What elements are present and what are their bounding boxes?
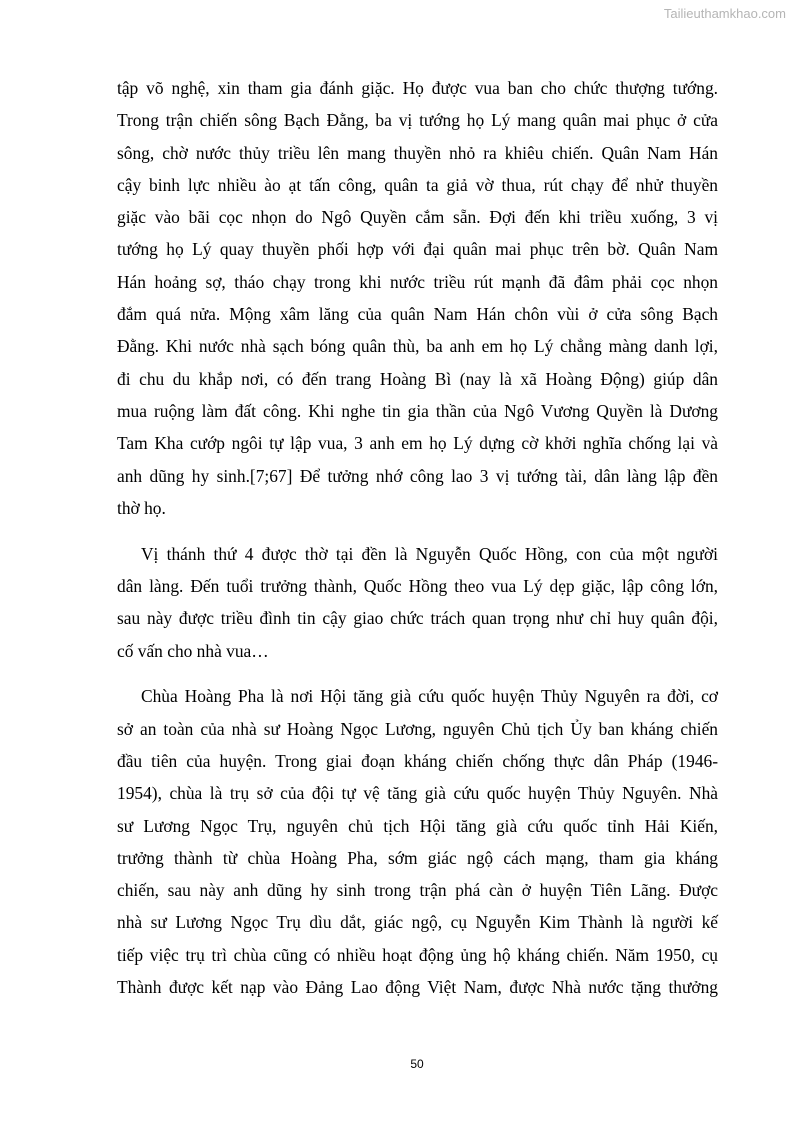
- text-line: tập võ nghệ, xin tham gia đánh giặc. Họ được vua ban cho chức thượng tướng.: [117, 78, 718, 98]
- text-line: Chùa Hoàng Pha là nơi Hội tăng già cứu quốc huyện Thủy Nguyên ra đời, cơ: [141, 686, 718, 707]
- text-line: anh dũng hy sinh.[7;67] Để tưởng nhớ công lao 3 vị tướng tài, dân làng lập đền: [117, 465, 718, 486]
- text-line: 1954), chùa là trụ sở của đội tự vệ tăng già cứu quốc huyện Thủy Nguyên. Nhà: [117, 783, 718, 804]
- text-line: sở an toàn của nhà sư Hoàng Ngọc Lương, nguyên Chủ tịch Ủy ban kháng chiến: [117, 718, 718, 739]
- text-line: Hán hoảng sợ, tháo chạy trong khi nước triều rút mạnh đã đâm phải cọc nhọn: [117, 271, 718, 292]
- text-line: đầu tiên của huyện. Trong giai đoạn kháng chiến chống thực dân Pháp (1946-: [117, 750, 718, 771]
- watermark: Tailieuthamkhao.com: [663, 6, 786, 21]
- text-line: đi chu du khắp nơi, có đến trang Hoàng Bì (nay là xã Hoàng Động) giúp dân: [117, 368, 718, 389]
- text-line: mua ruộng làm đất công. Khi nghe tin gia thần của Ngô Vương Quyền là Dương: [117, 400, 718, 421]
- text-line: giặc vào bãi cọc nhọn do Ngô Quyền cắm sẵn. Đợi đến khi triều xuống, 3 vị: [117, 207, 718, 228]
- text-line: dân làng. Đến tuổi trưởng thành, Quốc Hồng theo vua Lý dẹp giặc, lập công lớn,: [117, 575, 718, 596]
- text-line: Vị thánh thứ 4 được thờ tại đền là Nguyễn Quốc Hồng, con của một người: [141, 543, 718, 564]
- text-line: Thành được kết nạp vào Đảng Lao động Việt Nam, được Nhà nước tặng thưởng: [117, 977, 718, 998]
- text-line: chiến, sau này anh dũng hy sinh trong trận phá càn ở huyện Tiên Lãng. Được: [117, 880, 718, 901]
- text-line: sông, chờ nước thủy triều lên mang thuyền nhỏ ra khiêu chiến. Quân Nam Hán: [117, 142, 718, 163]
- text-line: Đằng. Khi nước nhà sạch bóng quân thù, ba anh em họ Lý chẳng màng danh lợi,: [117, 336, 718, 357]
- text-line: trưởng thành từ chùa Hoàng Pha, sớm giác ngộ cách mạng, tham gia kháng: [117, 847, 718, 868]
- paragraph: [117, 538, 718, 667]
- text-line: tướng họ Lý quay thuyền phối hợp với đại quân mai phục trên bờ. Quân Nam: [117, 239, 718, 260]
- document-body: [117, 72, 718, 1017]
- text-line: tiếp việc trụ trì chùa cũng có nhiều hoạt động ủng hộ kháng chiến. Năm 1950, cụ: [117, 944, 718, 965]
- text-line: cố vấn cho nhà vua…: [117, 640, 269, 661]
- text-line: Tam Kha cướp ngôi tự lập vua, 3 anh em họ Lý dựng cờ khởi nghĩa chống lại và: [117, 433, 718, 454]
- text-line: sau này được triều đình tin cậy giao chức trách quan trọng như chỉ huy quân đội,: [117, 608, 718, 629]
- text-line: Trong trận chiến sông Bạch Đằng, ba vị tướng họ Lý mang quân mai phục ở cửa: [117, 110, 718, 131]
- text-line: nhà sư Lương Ngọc Trụ dìu dắt, giác ngộ, cụ Nguyễn Kim Thành là người kế: [117, 912, 718, 933]
- paragraph: [117, 680, 718, 1003]
- text-line: sư Lương Ngọc Trụ, nguyên chủ tịch Hội tăng già cứu quốc tỉnh Hải Kiến,: [117, 815, 718, 836]
- paragraph: [117, 72, 718, 524]
- text-line: đắm quá nửa. Mộng xâm lăng của quân Nam Hán chôn vùi ở cửa sông Bạch: [117, 304, 718, 325]
- page-number: 50: [410, 1057, 424, 1071]
- text-line: thờ họ.: [117, 497, 166, 518]
- text-line: cậy binh lực nhiều ào ạt tấn công, quân ta giả vờ thua, rút chạy để nhử thuyền: [117, 174, 718, 195]
